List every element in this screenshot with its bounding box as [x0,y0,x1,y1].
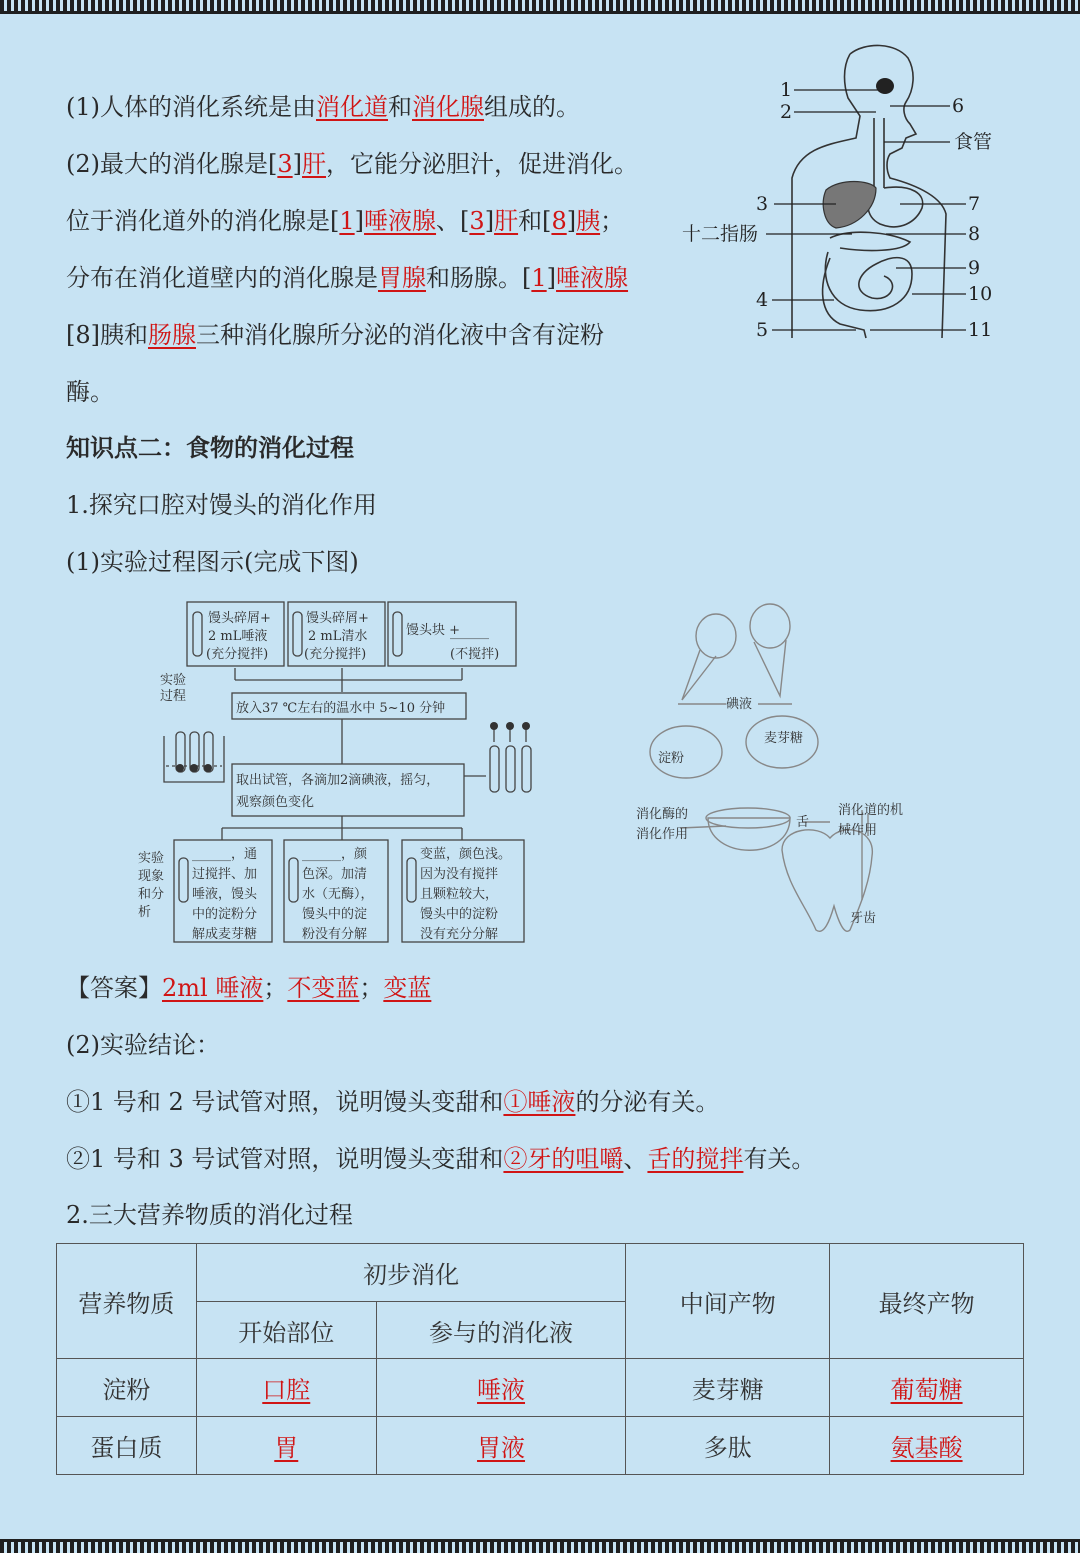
result2-line3: 水（无酶）， [302,887,374,902]
answer-line: 【答案】2ml 唾液；不变蓝；变蓝 [66,974,432,1002]
header-nutrient: 营养物质 [57,1244,197,1359]
item-1: 1.探究口腔对馒头的消化作用 [66,491,377,519]
label-2: 2 [780,101,793,123]
bottom-border [0,1539,1080,1553]
cell-final: 氨基酸 [830,1417,1024,1475]
cell-final: 葡萄糖 [830,1359,1024,1417]
side-label-process-1: 实验 [160,673,187,688]
item-2: 2.三大营养物质的消化过程 [66,1201,353,1229]
result2-line1: ______，颜 [302,847,368,862]
label-7: 7 [968,193,981,215]
text-line-3: 位于消化道外的消化腺是[1]唾液腺、[3]肝和[8]胰； [66,207,625,235]
tube3-line1: 馒头块 + [406,623,461,638]
tube2-line2: 2 mL清水 [308,629,368,644]
tube2-line3: (充分搅拌) [304,647,367,662]
result1-line4: 中的淀粉分 [192,907,258,922]
result1-line2: 过搅拌、加 [192,867,258,882]
label-starch: 淀粉 [658,751,685,766]
cell-nutrient: 蛋白质 [57,1417,197,1475]
tube3-line2: ______ [450,625,489,640]
table-row [57,1359,1024,1417]
tube1-line3: (充分搅拌) [206,647,269,662]
text-line-1: (1)人体的消化系统是由消化道和消化腺组成的。 [66,93,580,121]
side-label-result-1: 实验 [138,851,165,866]
experiment-flowchart [132,596,532,946]
label-iodine: 碘液 [726,697,753,712]
nutrient-digestion-table [56,1243,1024,1475]
step-iodine-1: 取出试管，各滴加2滴碘液，摇匀， [236,773,440,788]
top-border [0,0,1080,14]
label-9: 9 [968,257,981,279]
result3-line5: 没有充分分解 [420,927,499,942]
cell-juice: 唾液 [376,1359,626,1417]
result3-line3: 且颗粒较大， [420,887,499,902]
side-label-process-2: 过程 [160,689,187,704]
text-line-4: 分布在消化道壁内的消化腺是胃腺和肠腺。[1]唾液腺 [66,264,629,292]
label-11: 11 [968,319,993,341]
cell-nutrient: 淀粉 [57,1359,197,1417]
header-final: 最终产物 [830,1244,1024,1359]
step-water: 放入37 ℃左右的温水中 5~10 分钟 [236,701,446,716]
label-mechanical-1: 消化道的机 [838,803,904,818]
header-initial: 初步消化 [196,1244,626,1302]
label-enzyme-2: 消化作用 [636,827,689,842]
label-duodenum: 十二指肠 [682,223,759,245]
label-maltose: 麦芽糖 [764,731,804,746]
result1-line1: ______，通 [192,847,258,862]
tube2-line1: 馒头碎屑+ [306,611,369,626]
result2-line4: 馒头中的淀 [302,907,368,922]
cell-start: 胃 [196,1417,376,1475]
digestive-system-figure [680,38,1020,350]
label-6: 6 [952,95,965,117]
label-esophagus: 食管 [954,131,993,153]
header-juice: 参与的消化液 [376,1302,626,1359]
label-8: 8 [968,223,981,245]
header-start: 开始部位 [196,1302,376,1359]
text-line-2: (2)最大的消化腺是[3]肝，它能分泌胆汁，促进消化。 [66,150,639,178]
label-mechanical-2: 械作用 [838,823,878,838]
result3-line4: 馒头中的淀粉 [420,907,499,922]
result3-line2: 因为没有搅拌 [420,867,499,882]
cell-intermediate: 麦芽糖 [626,1359,830,1417]
item-1-sub: (1)实验过程图示(完成下图) [66,548,359,576]
side-label-result-3: 和分 [138,887,165,902]
result1-line5: 解成麦芽糖 [192,927,258,942]
knowledge-title: 知识点二：食物的消化过程 [66,433,354,462]
side-label-result-2: 现象 [138,869,165,884]
label-tooth: 牙齿 [850,911,877,926]
cell-intermediate: 多肽 [626,1417,830,1475]
label-4: 4 [756,289,769,311]
text-line-6: 酶。 [66,378,114,406]
label-1: 1 [780,79,793,101]
result2-line2: 色深。加清 [302,867,368,882]
label-enzyme-1: 消化酶的 [636,807,689,822]
tube3-line3: (不搅拌) [450,647,500,662]
header-intermediate: 中间产物 [626,1244,830,1359]
result2-line5: 粉没有分解 [302,927,368,942]
label-3: 3 [756,193,769,215]
tube1-line1: 馒头碎屑+ [208,611,271,626]
label-5: 5 [756,319,769,341]
step-iodine-2: 观察颜色变化 [236,795,315,810]
result3-line1: 变蓝，颜色浅。 [420,847,512,862]
side-label-result-4: 析 [138,905,152,920]
text-line-5: [8]胰和肠腺三种消化腺所分泌的消化液中含有淀粉 [66,321,604,349]
label-10: 10 [968,283,993,305]
cell-start: 口腔 [196,1359,376,1417]
conclusion-title: (2)实验结论： [66,1031,220,1059]
table-row [57,1417,1024,1475]
conclusion-1: ①1 号和 2 号试管对照，说明馒头变甜和①唾液的分泌有关。 [66,1088,720,1116]
cell-juice: 胃液 [376,1417,626,1475]
conclusion-2: ②1 号和 3 号试管对照，说明馒头变甜和②牙的咀嚼、舌的搅拌有关。 [66,1145,816,1173]
label-tongue: 舌 [796,815,810,830]
result1-line3: 唾液，馒头 [192,887,258,902]
tube1-line2: 2 mL唾液 [208,629,268,644]
digestion-cartoon [630,600,930,940]
